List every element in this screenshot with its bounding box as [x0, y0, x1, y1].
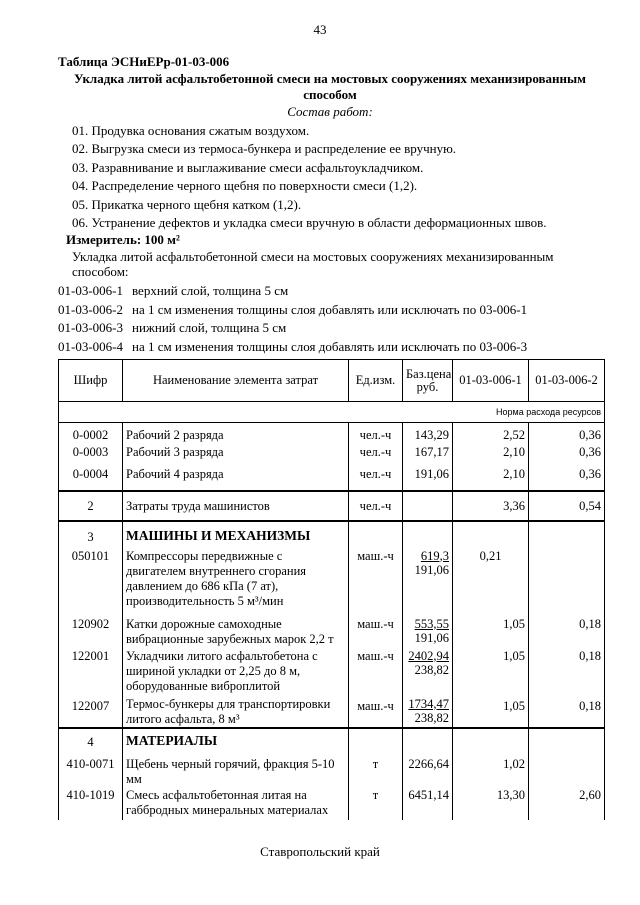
row-name: Рабочий 4 разряда	[123, 467, 349, 491]
col-header-006-1: 01-03-006-1	[453, 360, 529, 402]
table-row	[59, 788, 605, 820]
row-value-2: 0,18	[529, 649, 605, 695]
row-unit: т	[349, 788, 403, 820]
table-row	[59, 549, 605, 617]
row-unit: маш.-ч	[349, 549, 403, 617]
col-header-code: Шифр	[59, 360, 123, 402]
row-value-1: 13,30	[453, 788, 529, 820]
row-price: 6451,14	[403, 788, 453, 820]
row-value-1: 2,10	[453, 445, 529, 467]
section-title: МАТЕРИАЛЫ	[123, 728, 349, 754]
row-name: Затраты труда машинистов	[123, 491, 349, 521]
table-row	[59, 423, 605, 445]
row-price: 2266,64	[403, 754, 453, 788]
table-header-row	[59, 360, 605, 402]
page-title: Укладка литой асфальтобетонной смеси на мостовых сооружениях механизированным способом	[73, 71, 587, 102]
row-unit: чел.-ч	[349, 423, 403, 445]
row-unit: чел.-ч	[349, 445, 403, 467]
row-price: 553,55	[414, 616, 449, 631]
row-price: 167,17	[403, 445, 453, 467]
row-unit: чел.-ч	[349, 467, 403, 491]
row-code: 410-0071	[59, 754, 123, 788]
code-item-code: 01-03-006-3	[58, 320, 123, 335]
table-row	[59, 445, 605, 467]
meter-unit: Измеритель: 100 м²	[66, 232, 180, 247]
row-unit: маш.-ч	[349, 649, 403, 695]
row-name: Смесь асфальтобетонная литая на габбродных минеральных материалах	[123, 788, 349, 820]
operators-row	[59, 491, 605, 521]
materials-section-row	[59, 728, 605, 754]
code-item	[58, 282, 618, 301]
row-value-2: 0,18	[529, 617, 605, 649]
row-value-1: 1,05	[453, 649, 529, 695]
row-code: 0-0002	[59, 423, 123, 445]
row-value-1: 1,05	[453, 695, 529, 728]
row-value-2: 2,60	[529, 788, 605, 820]
row-code: 410-1019	[59, 788, 123, 820]
row-code: 122007	[59, 695, 123, 728]
work-item: 05. Прикатка черного щебня катком (1,2).	[72, 196, 302, 212]
work-item: 06. Устранение дефектов и укладка смеси вручную в области деформационных швов.	[72, 214, 547, 230]
row-name: Укладчики литого асфальтобетона с шириной укладки от 2,25 до 8 м, оборудованные виброплитой	[123, 649, 349, 695]
section-code: 3	[59, 521, 123, 549]
row-price-secondary: 191,06	[414, 562, 449, 577]
code-item-text: верхний слой, толщина 5 см	[132, 283, 289, 298]
row-unit: маш.-ч	[349, 617, 403, 649]
work-items-list	[72, 122, 612, 232]
col-header-unit: Ед.изм.	[349, 360, 403, 402]
row-name: Щебень черный горячий, фракция 5-10 мм	[123, 754, 349, 788]
table-row	[59, 695, 605, 728]
row-value-2: 0,36	[529, 445, 605, 467]
code-item-code: 01-03-006-4	[58, 338, 123, 354]
work-item: 01. Продувка основания сжатым воздухом.	[72, 123, 310, 138]
code-item	[58, 301, 618, 320]
footer-region: Ставропольский край	[260, 844, 380, 859]
col-header-price: Баз.цена руб.	[403, 360, 453, 402]
row-value-1: 1,02	[453, 754, 529, 788]
table-row	[59, 754, 605, 788]
row-name: Рабочий 2 разряда	[123, 423, 349, 445]
row-unit: маш.-ч	[349, 695, 403, 728]
work-item: 02. Выгрузка смеси из термоса-бункера и распределение ее вручную.	[72, 141, 457, 157]
row-price-secondary: 238,82	[414, 662, 449, 677]
norma-row	[59, 402, 605, 423]
row-value-2: 0,36	[529, 467, 605, 491]
code-item-code: 01-03-006-1	[58, 283, 123, 298]
row-price: 1734,47	[408, 696, 449, 711]
row-value-2: 0,18	[529, 695, 605, 728]
row-value-1: 3,36	[453, 491, 529, 521]
row-code: 0-0003	[59, 445, 123, 467]
row-value-1: 0,21	[453, 549, 529, 617]
section-code: 4	[59, 728, 123, 754]
table-row	[59, 649, 605, 695]
page-number: 43	[313, 22, 327, 37]
row-price: 143,29	[403, 423, 453, 445]
row-code: 122001	[59, 649, 123, 695]
section-title: МАШИНЫ И МЕХАНИЗМЫ	[123, 521, 349, 549]
row-value-1: 2,10	[453, 467, 529, 491]
machines-section-row	[59, 521, 605, 549]
row-price	[403, 491, 453, 521]
norma-label: Норма расхода ресурсов	[59, 402, 605, 423]
table-code: Таблица ЭСНиЕРр-01-03-006	[58, 54, 230, 69]
code-item-text: нижний слой, толщина 5 см	[132, 320, 287, 335]
table-row	[59, 467, 605, 491]
col-header-006-2: 01-03-006-2	[529, 360, 605, 402]
work-composition-heading: Состав работ:	[287, 104, 373, 119]
row-code: 2	[59, 491, 123, 521]
row-name: Рабочий 3 разряда	[123, 445, 349, 467]
row-code: 120902	[59, 617, 123, 649]
row-name: Термос-бункеры для транспортировки литого асфальта, 8 м³	[123, 695, 349, 728]
code-item	[58, 319, 618, 338]
row-name: Катки дорожные самоходные вибрационные зарубежных марок 2,2 т	[123, 617, 349, 649]
row-value-2	[529, 754, 605, 788]
row-value-1: 2,52	[453, 423, 529, 445]
row-value-2: 0,36	[529, 423, 605, 445]
row-price-secondary: 191,06	[414, 630, 449, 645]
resources-table	[58, 359, 605, 820]
row-unit: т	[349, 754, 403, 788]
code-item-text: на 1 см изменения толщины слоя добавлять или исключать по 03-006-1	[132, 301, 528, 317]
row-price-secondary: 238,82	[414, 710, 449, 725]
code-item-text: на 1 см изменения толщины слоя добавлять или исключать по 03-006-3	[132, 338, 528, 354]
row-price: 619,3	[420, 548, 449, 563]
work-item: 03. Разравнивание и выглаживание смеси асфальтоукладчиком.	[72, 159, 424, 175]
row-code: 050101	[59, 549, 123, 617]
table-row	[59, 617, 605, 649]
row-price: 191,06	[403, 467, 453, 491]
col-header-name: Наименование элемента затрат	[123, 360, 349, 402]
row-value-2: 0,54	[529, 491, 605, 521]
code-list	[58, 282, 618, 356]
row-code: 0-0004	[59, 467, 123, 491]
code-item-code: 01-03-006-2	[58, 301, 123, 317]
row-price: 2402,94	[408, 648, 449, 663]
description: Укладка литой асфальтобетонной смеси на мостовых сооружениях механизированным способом:	[72, 249, 554, 279]
work-item: 04. Распределение черного щебня по поверхности смеси (1,2).	[72, 178, 418, 194]
row-value-1: 1,05	[453, 617, 529, 649]
row-unit: чел.-ч	[349, 491, 403, 521]
row-name: Компрессоры передвижные с двигателем внутреннего сгорания давлением до 686 кПа (7 ат), производительность 5 м³/мин	[123, 549, 349, 617]
row-value-2	[529, 549, 605, 617]
code-item	[58, 338, 618, 357]
